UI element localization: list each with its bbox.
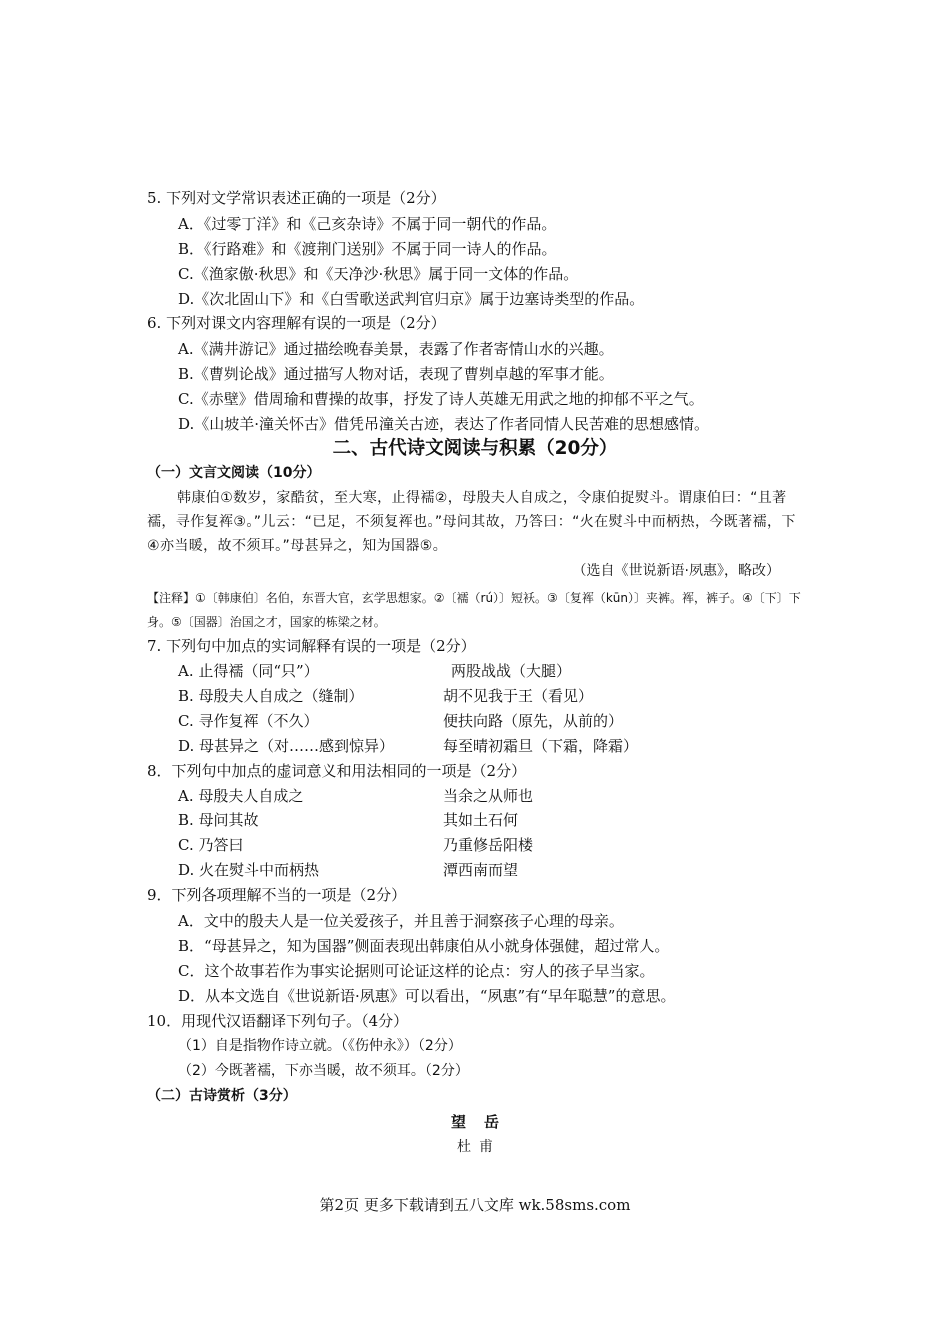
- q8-stem: 8．下列句中加点的虚词意义和用法相同的一项是（2分）: [147, 762, 527, 780]
- q9-option-d: D．从本文选自《世说新语·夙惠》可以看出，“夙惠”有“早年聪慧”的意思。: [178, 987, 676, 1005]
- q5-option-a: A．《过零丁洋》和《己亥杂诗》不属于同一朝代的作品。: [178, 215, 557, 233]
- q7-row-c-left: C. 寻作复裈（不久）: [178, 712, 319, 730]
- classical-passage: 韩康伯①数岁，家酷贫，至大寒，止得襦②，母殷夫人自成之，令康伯捉熨斗。谓康伯曰：“且著襦，寻作复裈③。”儿云：“已足，不须复裈也。”母问其故，乃答曰：“火在熨斗中而柄热，今既著襦，下④亦当暖，故不须耳。”母甚异之，知为国器⑤。: [147, 490, 796, 554]
- q7-row-c-right: 便扶向路（原先，从前的）: [443, 712, 624, 730]
- q5-stem: 5. 下列对文学常识表述正确的一项是（2分）: [147, 189, 446, 207]
- q7-row-d-left: D. 母甚异之（对……感到惊异）: [178, 737, 395, 755]
- page-footer: 第2页 更多下载请到五八文库 wk.58sms.com: [319, 1196, 631, 1214]
- q8-row-b-right: 其如土石何: [443, 811, 519, 829]
- q10-item-2: （2）今既著襦，下亦当暖，故不须耳。（2分）: [178, 1063, 469, 1079]
- part1-title: （一）文言文阅读（10分）: [147, 465, 321, 481]
- q8-row-b-left: B. 母问其故: [178, 811, 259, 829]
- q7-row-a-left: A. 止得襦（同“只”）: [178, 662, 319, 680]
- q8-row-a-left: A. 母殷夫人自成之: [178, 787, 304, 805]
- q8-row-d-right: 潭西南而望: [443, 861, 519, 879]
- q6-option-d: D.《山坡羊·潼关怀古》借凭吊潼关古迹，表达了作者同情人民苦难的思想感情。: [178, 415, 710, 433]
- q5-option-b: B．《行路难》和《渡荆门送别》不属于同一诗人的作品。: [178, 240, 557, 258]
- passage-source: （选自《世说新语·夙惠》，略改）: [572, 563, 780, 579]
- q5-option-d: D.《次北固山下》和《白雪歌送武判官归京》属于边塞诗类型的作品。: [178, 290, 645, 308]
- passage-notes: 【注释】①〔韩康伯〕名伯，东晋大官，玄学思想家。②〔襦（rú）〕短袄。③〔复裈（kūn）〕夹裤。裈，裤子。④〔下〕下身。⑤〔国器〕治国之才，国家的栋梁之材。: [147, 591, 801, 629]
- q6-option-a: A.《满井游记》通过描绘晚春美景，表露了作者寄情山水的兴趣。: [178, 340, 614, 358]
- q9-option-c: C．这个故事若作为事实论据则可论证这样的论点：穷人的孩子早当家。: [178, 962, 655, 980]
- q9-stem: 9．下列各项理解不当的一项是（2分）: [147, 886, 407, 904]
- q8-row-a-right: 当余之从师也: [443, 787, 534, 805]
- q7-row-d-right: 每至晴初霜旦（下霜，降霜）: [443, 737, 639, 755]
- q5-option-c: C.《渔家傲·秋思》和《天净沙·秋思》属于同一文体的作品。: [178, 265, 579, 283]
- q9-option-a: A．文中的殷夫人是一位关爱孩子，并且善于洞察孩子心理的母亲。: [178, 912, 624, 930]
- q6-stem: 6. 下列对课文内容理解有误的一项是（2分）: [147, 314, 446, 332]
- q10-stem: 10．用现代汉语翻译下列句子。（4分）: [147, 1012, 409, 1030]
- q6-option-c: C.《赤壁》借周瑜和曹操的故事，抒发了诗人英雄无用武之地的抑郁不平之气。: [178, 390, 704, 408]
- q7-stem: 7. 下列句中加点的实词解释有误的一项是（2分）: [147, 637, 476, 655]
- q7-row-a-right: 两股战战（大腿）: [451, 662, 572, 680]
- poem-title: 望岳: [450, 1113, 517, 1131]
- q8-row-c-left: C. 乃答曰: [178, 836, 244, 854]
- q6-option-b: B.《曹刿论战》通过描写人物对话，表现了曹刿卓越的军事才能。: [178, 365, 614, 383]
- q9-option-b: B．“母甚异之，知为国器”侧面表现出韩康伯从小就身体强健，超过常人。: [178, 937, 670, 955]
- q8-row-c-right: 乃重修岳阳楼: [443, 836, 534, 854]
- q7-row-b-left: B. 母殷夫人自成之（缝制）: [178, 687, 364, 705]
- q8-row-d-left: D. 火在熨斗中而柄热: [178, 861, 320, 879]
- section-heading: 二、古代诗文阅读与积累（20分）: [332, 438, 618, 459]
- poem-author: 杜甫: [457, 1139, 501, 1155]
- q10-item-1: （1）自是指物作诗立就。（《伤仲永》）（2分）: [178, 1038, 462, 1054]
- part2-title: （二）古诗赏析（3分）: [147, 1088, 297, 1104]
- q7-row-b-right: 胡不见我于王（看见）: [443, 687, 594, 705]
